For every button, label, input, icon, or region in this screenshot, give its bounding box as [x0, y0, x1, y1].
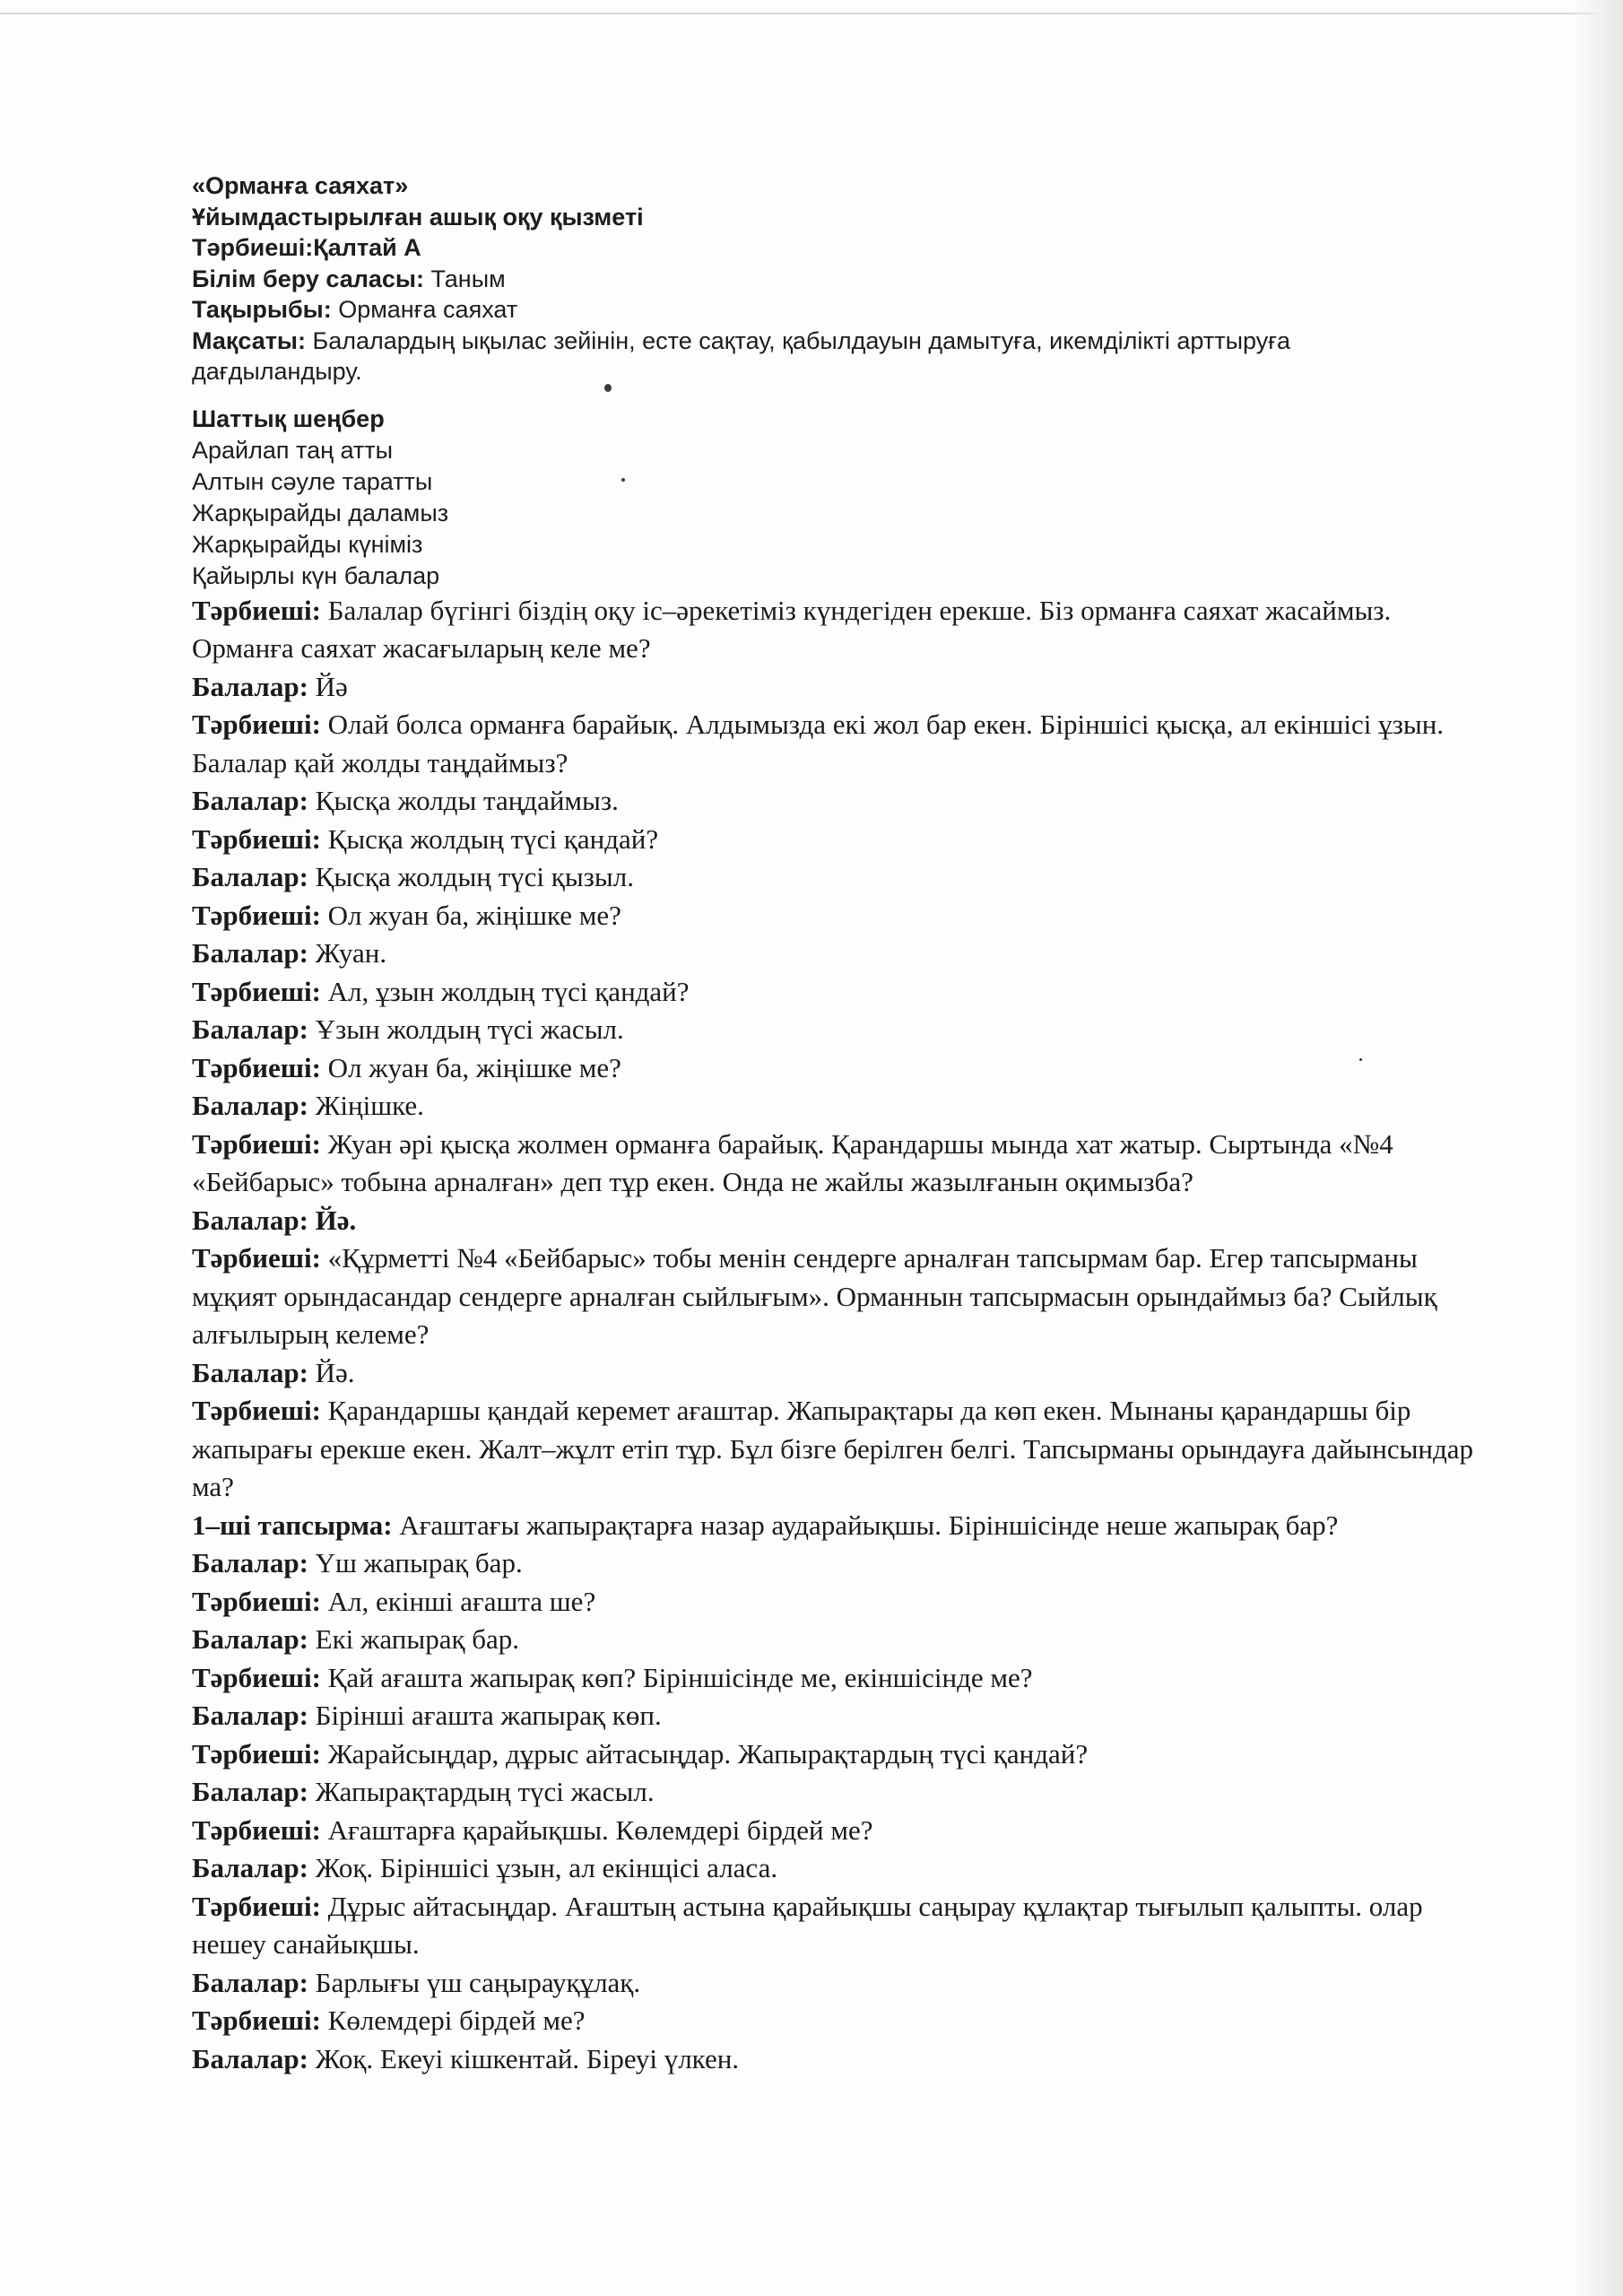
teacher-name: Тәрбиеші:Қалтай А [192, 234, 421, 261]
dialogue-text: Йә [308, 670, 348, 702]
speaker-label: Тәрбиеші: [192, 975, 321, 1007]
dialogue-text: Қысқа жолды таңдаймыз. [308, 785, 619, 816]
document-header [192, 170, 1519, 387]
speaker-label: Балалар: [192, 1090, 308, 1121]
speaker-label: Балалар: [192, 1013, 308, 1045]
speaker-label: Тәрбиеші: [192, 822, 321, 855]
dialogue-text: Дұрыс айтасыңдар. Ағаштың астына қарайықшы саңырау құлақтар тығылып қалыпты. олар нешеу санайықшы. [192, 1890, 1423, 1960]
speaker-label: Тәрбиеші: [192, 1890, 321, 1922]
dialogue-text: Ол жуан ба, жіңішке ме? [320, 1051, 621, 1083]
dialogue-text: Ал, екінші ағашта ше? [320, 1585, 596, 1617]
speaker-label: Тәрбиеші: [192, 1242, 321, 1274]
speaker-label: Балалар: [192, 1547, 308, 1578]
speaker-label: Балалар: [192, 670, 308, 702]
speaker-label: Тәрбиеші: [192, 2005, 321, 2036]
dialogue-line [192, 1812, 1483, 1850]
topic-line [192, 294, 1519, 326]
dialogue-text: Екі жапырақ бар. [308, 1623, 520, 1655]
speaker-label: Тәрбиеші: [192, 1051, 321, 1083]
dialogue-line [192, 1621, 1483, 1659]
speaker-label: Тәрбиеші: [192, 1813, 321, 1846]
dialogue-line [192, 1659, 1483, 1698]
dialogue-text: Йә. [308, 1204, 357, 1236]
poem-line: Қайырлы күн балалар [192, 561, 440, 589]
dialogue-line [192, 1354, 1483, 1393]
poem-line: Жарқырайды күніміз [192, 530, 423, 558]
dialogue-line [192, 821, 1483, 859]
dialogue-line [192, 1507, 1483, 1545]
speaker-label: Тәрбиеші: [192, 899, 321, 931]
dialogue-line [192, 1049, 1483, 1088]
speaker-label: Тәрбиеші: [192, 594, 321, 626]
speaker-label: Балалар: [192, 2042, 308, 2074]
scan-top-edge [0, 13, 1623, 14]
dialogue-text: Үш жапырақ бар. [308, 1547, 523, 1578]
document-subtitle: Ұйымдастырылған ашық оқу қызметі [192, 203, 644, 230]
dialogue-text: Ағаштағы жапырақтарға назар аударайықшы. Біріншісінде неше жапырақ бар? [392, 1509, 1339, 1541]
dialogue-text: Олай болса орманға барайық. Алдымызда екі жол бар екен. Біріншісі қысқа, ал екіншісі ұзын. Балалар қай жолды таңдаймыз? [192, 709, 1445, 778]
speaker-label: Балалар: [192, 1700, 308, 1731]
poem-line: Жарқырайды даламыз [192, 499, 449, 526]
topic-label: Тақырыбы: [192, 296, 332, 323]
dialogue-line [192, 1087, 1483, 1126]
dialogue-line [192, 706, 1483, 782]
dialogue-text: Қай ағашта жапырақ көп? Біріншісінде ме, екіншісінде ме? [320, 1661, 1033, 1693]
speaker-label: Балалар: [192, 785, 308, 816]
dialogue-line [192, 1239, 1483, 1354]
dialogue-text: Ұзын жолдың түсі жасыл. [308, 1013, 624, 1045]
dialogue-text: Жіңішке. [308, 1090, 424, 1121]
dialogue-text: Балалар бүгінгі біздің оқу іс–әрекетіміз күндегіден ерекше. Біз орманға саяхат жасаймыз. Орманға саяхат жасағыларың келе ме? [192, 594, 1392, 664]
speaker-label: Балалар: [192, 1623, 308, 1655]
dialogue-line [192, 2040, 1483, 2079]
poem-line: Алтын сәуле таратты [192, 467, 433, 495]
dialogue-text: Жуан әрі қысқа жолмен орманға барайық. Қарандаршы мында хат жатыр. Сыртында «№4 «Бейбарыс» тобына арналған» деп тұр екен. Онда не жайлы жазылғанын оқимызба? [192, 1127, 1393, 1197]
dialogue-line [192, 1697, 1483, 1735]
speaker-label: 1–ші тапсырма: [192, 1509, 393, 1541]
dialogue-text: Қарандаршы қандай керемет ағаштар. Жапырақтары да көп екен. Мынаны қарандаршы бір жапырағы ерекше екен. Жалт–жұлт етіп тұр. Бұл бізге берілген белгі. Тапсырманы орындауға дайынсындар ма? [192, 1395, 1474, 1502]
document-body [192, 170, 1519, 2078]
dialogue-line [192, 1126, 1483, 1202]
poem-line: Арайлап таң атты [192, 436, 394, 464]
speaker-label: Балалар: [192, 937, 308, 969]
field-label: Білім беру саласы: [192, 265, 424, 292]
dialogue-line [192, 2002, 1483, 2040]
dialogue-line [192, 1583, 1483, 1622]
document-title: «Орманға саяхат» [192, 172, 409, 199]
dialogue-line [192, 1392, 1483, 1507]
speaker-label: Балалар: [192, 1204, 308, 1236]
dialogue-line [192, 1011, 1483, 1049]
speaker-label: Балалар: [192, 861, 308, 892]
speaker-label: Тәрбиеші: [192, 709, 321, 740]
dialogue-line [192, 1735, 1483, 1774]
speaker-label: Балалар: [192, 1852, 308, 1883]
goal-label: Мақсаты: [192, 326, 306, 354]
dialogue-line [192, 935, 1483, 973]
dialogue-line [192, 668, 1483, 707]
dialogue-text: Бірінші ағашта жапырақ көп. [308, 1700, 662, 1731]
dialogue-block [192, 592, 1519, 2079]
dialogue-text: Жоқ. Екеуі кішкентай. Біреуі үлкен. [308, 2042, 740, 2074]
dialogue-text: Ағаштарға қарайықшы. Көлемдері бірдей ме? [320, 1813, 873, 1846]
dialogue-text: Жоқ. Біріншісі ұзын, ал екінщісі аласа. [308, 1852, 778, 1883]
field-value: Таным [423, 265, 506, 292]
dialogue-text: Ал, ұзын жолдың түсі қандай? [320, 975, 690, 1007]
goal-value: Балалардың ықылас зейінін, есте сақтау, қабылдауын дамытуға, икемділікті арттыруға дағдыландыру. [192, 326, 1291, 385]
poem-block [192, 404, 1519, 592]
speaker-label: Тәрбиеші: [192, 1127, 321, 1160]
speaker-label: Тәрбиеші: [192, 1737, 321, 1770]
dialogue-line [192, 1202, 1483, 1240]
dialogue-text: Қысқа жолдың түсі қызыл. [308, 861, 634, 892]
dialogue-line [192, 1544, 1483, 1583]
dialogue-line [192, 897, 1483, 935]
dialogue-line [192, 592, 1483, 668]
dialogue-line [192, 1773, 1483, 1812]
speaker-label: Балалар: [192, 1776, 308, 1807]
speaker-label: Балалар: [192, 1966, 308, 1998]
speaker-label: Тәрбиеші: [192, 1661, 321, 1693]
dialogue-line [192, 973, 1483, 1012]
dialogue-line [192, 858, 1483, 897]
topic-value: Орманға саяхат [331, 296, 518, 323]
dialogue-text: Жуан. [308, 937, 387, 969]
dialogue-text: «Құрметті №4 «Бейбарыс» тобы менін сендерге арналған тапсырмам бар. Егер тапсырманы мұқият орындасандар сендерге арналған сыйлығым». Орманнын тапсырмасын орындаймыз ба? Сыйлық алғылырың келеме? [192, 1242, 1437, 1350]
speaker-label: Тәрбиеші: [192, 1395, 321, 1426]
speaker-label: Балалар: [192, 1356, 308, 1388]
poem-title: Шаттық шеңбер [192, 404, 385, 432]
dialogue-text: Қысқа жолдың түсі қандай? [320, 822, 659, 855]
dialogue-line [192, 1964, 1483, 2003]
dialogue-text: Йә. [308, 1356, 355, 1388]
dialogue-line [192, 1888, 1483, 1964]
scan-right-shadow [1573, 0, 1623, 2296]
goal-line [192, 326, 1358, 387]
dialogue-text: Барлығы үш саңырауқұлақ. [308, 1966, 641, 1998]
dialogue-line [192, 782, 1483, 821]
dialogue-text: Ол жуан ба, жіңішке ме? [320, 899, 621, 931]
dialogue-text: Жапырақтардың түсі жасыл. [308, 1776, 655, 1807]
dialogue-line [192, 1849, 1483, 1888]
field-line [192, 264, 1519, 295]
speaker-label: Тәрбиеші: [192, 1585, 321, 1617]
dialogue-text: Көлемдері бірдей ме? [320, 2005, 586, 2036]
dialogue-text: Жарайсыңдар, дұрыс айтасыңдар. Жапырақтардың түсі қандай? [320, 1737, 1089, 1770]
